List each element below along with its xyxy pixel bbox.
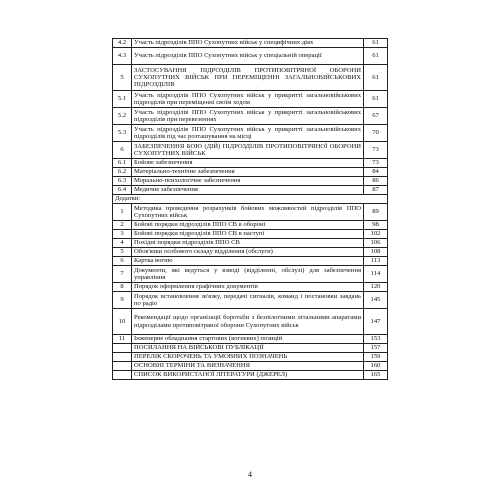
toc-section-number: [113, 371, 132, 380]
toc-section-number: 5.2: [113, 108, 132, 125]
toc-section-title: ОСНОВНІ ТЕРМІНИ ТА ВИЗНАЧЕННЯ: [132, 362, 364, 371]
toc-section-title: Документи, які ведуться у взводі (відділенні, обслузі) для забезпечення управління: [132, 266, 364, 283]
toc-section-number: 6: [113, 257, 132, 266]
toc-page-number: 73: [364, 159, 388, 168]
toc-section-title: Медичне забезпечення: [132, 186, 364, 195]
toc-page-number: 98: [364, 221, 388, 230]
toc-page-number: 84: [364, 168, 388, 177]
toc-row: [113, 335, 388, 344]
toc-section-number: 6.1: [113, 159, 132, 168]
toc-section-number: 8: [113, 283, 132, 292]
toc-section-title: Участь підрозділів ППО Сухопутних військ у прикритті загальновійськових підрозділів при переміщенні своїм ходом: [132, 91, 364, 108]
toc-section-title: ЗАБЕЗПЕЧЕННЯ БОЮ (ДІЙ) ПІДРОЗДІЛІВ ПРОТИПОВІТРЯНОЇ ОБОРОНИ СУХОПУТНИХ ВІЙСЬК: [132, 142, 364, 159]
toc-row: [113, 108, 388, 125]
toc-section-title: ПЕРЕЛІК СКОРОЧЕНЬ ТА УМОВНИХ ПОЗНАЧЕНЬ: [132, 353, 364, 362]
toc-section-number: [113, 344, 132, 353]
appendix-header: Додатки:: [113, 195, 388, 204]
toc-body: [113, 39, 388, 380]
toc-page-number: 113: [364, 257, 388, 266]
toc-page-number: 165: [364, 371, 388, 380]
toc-section-number: 5.3: [113, 125, 132, 142]
page-number: 4: [248, 470, 252, 479]
toc-page-number: 67: [364, 108, 388, 125]
toc-page-number: 153: [364, 335, 388, 344]
toc-section-number: 7: [113, 266, 132, 283]
toc-row: [113, 142, 388, 159]
toc-section-title: Матеріально-технічне забезпечення: [132, 168, 364, 177]
toc-row: [113, 362, 388, 371]
toc-section-number: [113, 362, 132, 371]
toc-section-number: 10: [113, 309, 132, 335]
toc-section-title: Участь підрозділів ППО Сухопутних військ у спеціальній операції: [132, 48, 364, 65]
toc-row: [113, 91, 388, 108]
toc-page-number: 61: [364, 39, 388, 48]
toc-row: [113, 125, 388, 142]
toc-row: [113, 283, 388, 292]
toc-page-number: 157: [364, 344, 388, 353]
toc-section-title: Похідні порядки підрозділів ППО СВ: [132, 239, 364, 248]
toc-row: [113, 248, 388, 257]
toc-page-number: 159: [364, 353, 388, 362]
toc-section-number: [113, 353, 132, 362]
toc-row: [113, 309, 388, 335]
toc-page-number: 108: [364, 248, 388, 257]
toc-section-title: СПИСОК ВИКОРИСТАНОЇ ЛІТЕРАТУРИ (ДЖЕРЕЛ): [132, 371, 364, 380]
toc-page-number: 147: [364, 309, 388, 335]
toc-row: [113, 39, 388, 48]
toc-section-title: Бойове забезпечення: [132, 159, 364, 168]
toc-row: [113, 371, 388, 380]
toc-row: [113, 239, 388, 248]
toc-section-title: Бойові порядки підрозділів ППО СВ в наступі: [132, 230, 364, 239]
toc-section-title: Обов'язки особового складу відділення (обслуги): [132, 248, 364, 257]
toc-section-title: ЗАСТОСУВАННЯ ПІДРОЗДІЛІВ ПРОТИПОВІТРЯНОЇ ОБОРОНИ СУХОПУТНИХ ВІЙСЬК ПРИ ПЕРЕМІЩЕННІ ЗАГАЛЬНОВІЙСЬКОВИХ ПІДРОЗДІЛІВ: [132, 65, 364, 91]
toc-section-title: Порядок оформлення графічних документів: [132, 283, 364, 292]
toc-section-number: 1: [113, 204, 132, 221]
toc-section-title: ПОСИЛАННЯ НА ВІЙСЬКОВІ ПУБЛІКАЦІЇ: [132, 344, 364, 353]
toc-row: [113, 292, 388, 309]
toc-page-number: 145: [364, 292, 388, 309]
toc-row: [113, 186, 388, 195]
toc-section-title: Порядок встановлення зв'язку, передачі сигналів, команд і постановки завдань по радіо: [132, 292, 364, 309]
toc-section-title: Інженерне обладнання стартових (вогневих) позицій: [132, 335, 364, 344]
toc-page-number: 73: [364, 142, 388, 159]
toc-page-number: 61: [364, 48, 388, 65]
toc-row: [113, 266, 388, 283]
toc-section-title: Картка вогню: [132, 257, 364, 266]
toc-row: [113, 257, 388, 266]
toc-section-number: 6.4: [113, 186, 132, 195]
toc-section-title: Бойові порядки підрозділів ППО СВ в обороні: [132, 221, 364, 230]
toc-page-number: 160: [364, 362, 388, 371]
toc-page-number: 86: [364, 177, 388, 186]
toc-page-number: 114: [364, 266, 388, 283]
toc-section-title: Рекомендації щодо організації боротьби з безпілотними літальними апаратами підрозділами протиповітряної оборони Сухопутних військ: [132, 309, 364, 335]
toc-section-number: 2: [113, 221, 132, 230]
toc-section-number: 6.3: [113, 177, 132, 186]
toc-section-title: Участь підрозділів ППО Сухопутних військ у прикритті загальновійськових підрозділів при перевезеннях: [132, 108, 364, 125]
toc-row: [113, 48, 388, 65]
toc-section-number: 4.2: [113, 39, 132, 48]
toc-section-number: 9: [113, 292, 132, 309]
toc-row: [113, 230, 388, 239]
toc-page-number: 61: [364, 91, 388, 108]
toc-section-title: Участь підрозділів ППО Сухопутних військ у специфічних діях: [132, 39, 364, 48]
toc-page-number: 120: [364, 283, 388, 292]
toc-page-number: 102: [364, 230, 388, 239]
toc-section-number: 4: [113, 239, 132, 248]
toc-row: [113, 195, 388, 204]
table-of-contents: [112, 38, 388, 380]
toc-page-number: 89: [364, 204, 388, 221]
toc-section-number: 5.1: [113, 91, 132, 108]
toc-section-number: 5: [113, 248, 132, 257]
toc-section-title: Методика проведення розрахунків бойових можливостей підрозділів ППО Сухопутних військ: [132, 204, 364, 221]
toc-row: [113, 168, 388, 177]
toc-section-title: Морально-психологічне забезпечення: [132, 177, 364, 186]
toc-page-number: 87: [364, 186, 388, 195]
toc-row: [113, 353, 388, 362]
toc-section-number: 11: [113, 335, 132, 344]
toc-row: [113, 65, 388, 91]
toc-row: [113, 177, 388, 186]
toc-page-number: 106: [364, 239, 388, 248]
toc-section-title: Участь підрозділів ППО Сухопутних військ у прикритті загальновійськових підрозділів під час розташування на місці: [132, 125, 364, 142]
toc-page-number: 61: [364, 65, 388, 91]
toc-section-number: 3: [113, 230, 132, 239]
toc-row: [113, 221, 388, 230]
toc-section-number: 6.2: [113, 168, 132, 177]
toc-row: [113, 344, 388, 353]
toc-page-number: 70: [364, 125, 388, 142]
toc-row: [113, 204, 388, 221]
toc-section-number: 4.3: [113, 48, 132, 65]
toc-row: [113, 159, 388, 168]
toc-section-number: 6: [113, 142, 132, 159]
toc-section-number: 5: [113, 65, 132, 91]
